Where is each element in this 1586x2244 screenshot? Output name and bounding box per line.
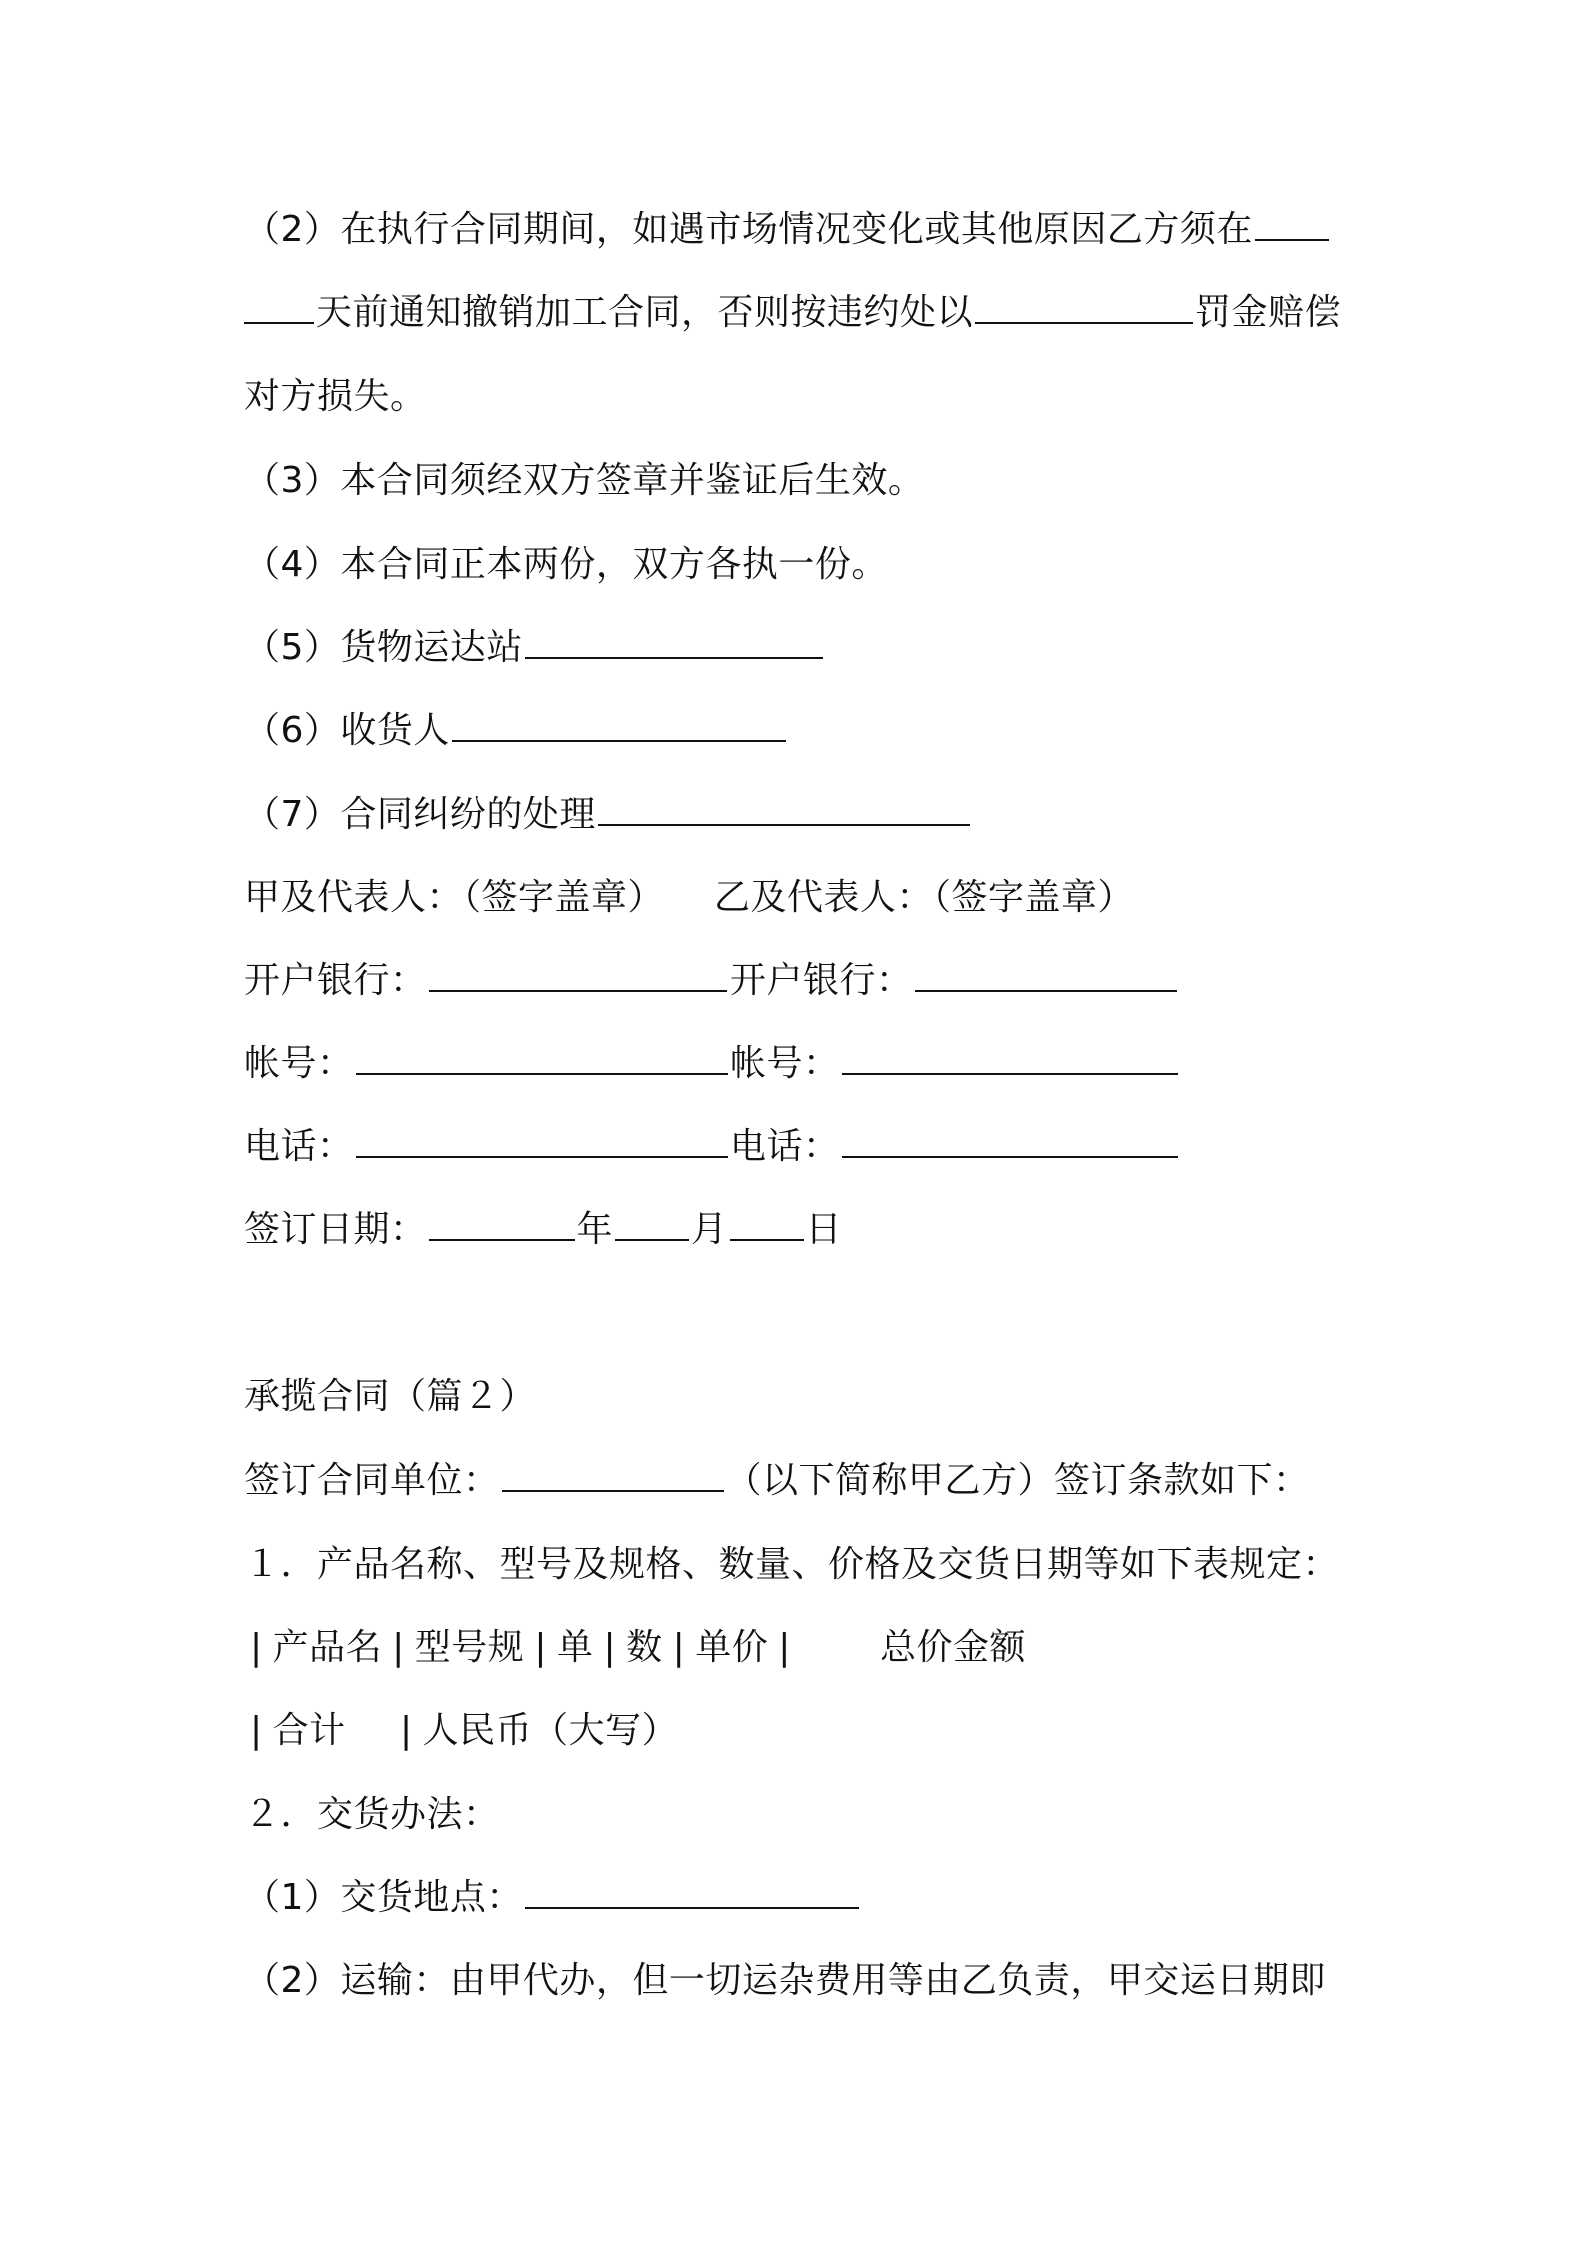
signing-date-label: 签订日期：: [244, 1209, 427, 1250]
clause-6-text: （6）收货人: [244, 710, 450, 751]
clause-5-text: （5）货物运达站: [244, 627, 523, 668]
total-label: 合计: [272, 1710, 346, 1751]
clause-2-line-1: [244, 205, 1364, 255]
party-a-bank-label: 开户银行：: [244, 960, 427, 1001]
party-a-account-blank: [356, 1039, 728, 1075]
signing-date-row: [244, 1205, 1364, 1255]
col-model-spec: 型号规: [414, 1627, 525, 1668]
party-b-phone-label: 电话：: [730, 1126, 840, 1167]
clause-7-text: （7）合同纠纷的处理: [244, 794, 596, 835]
account-row: [244, 1039, 1364, 1089]
clause-4: [244, 540, 1364, 590]
section-2-title: [244, 1372, 1364, 1422]
item-1-text: １．产品名称、型号及规格、数量、价格及交货日期等如下表规定：: [244, 1544, 1340, 1585]
notice-days-blank-b: [244, 288, 314, 324]
year-blank: [429, 1205, 575, 1241]
party-b-phone-blank: [842, 1122, 1178, 1158]
clause-3-text: （3）本合同须经双方签章并鉴证后生效。: [244, 460, 925, 501]
clause-2-text-c: 罚金赔偿: [1195, 292, 1342, 333]
contract-units-row: [244, 1456, 1364, 1506]
phone-row: [244, 1122, 1364, 1172]
bank-row: [244, 956, 1364, 1006]
day-label: 日: [805, 1209, 843, 1250]
month-label: 月: [691, 1209, 728, 1250]
contract-units-blank: [502, 1456, 724, 1492]
clause-2-text-a: （2）在执行合同期间，如遇市场情况变化或其他原因乙方须在: [244, 209, 1253, 250]
table-header-row: | 产品名 | 型号规 | 单 | 数 | 单价 | 总价金额: [244, 1623, 1364, 1673]
col-unit-price: 单价: [695, 1627, 769, 1668]
year-label: 年: [576, 1209, 614, 1250]
item-1: [244, 1540, 1364, 1590]
total-rmb: | 人民币（大写）: [400, 1710, 679, 1751]
item-2-text: ２．交货办法：: [244, 1794, 500, 1835]
party-b-bank: [730, 956, 1179, 1006]
clause-6: [244, 706, 1364, 756]
party-a-phone-label: 电话：: [244, 1126, 354, 1167]
rmb-uppercase-label: 人民币（大写）: [422, 1710, 679, 1751]
item-2-1: [244, 1873, 1364, 1923]
col-quantity: 数: [626, 1627, 663, 1668]
clause-2-line-3: [244, 372, 1364, 422]
month-blank: [615, 1205, 689, 1241]
signature-row: [244, 873, 1364, 923]
party-b-account: [730, 1039, 1180, 1089]
penalty-blank: [975, 288, 1193, 324]
clause-2-text-b: 天前通知撤销加工合同，否则按违约处以: [316, 292, 974, 333]
notice-days-blank-a: [1255, 205, 1329, 241]
clause-4-text: （4）本合同正本两份，双方各执一份。: [244, 544, 888, 585]
clause-2-text-d: 对方损失。: [244, 376, 427, 417]
contract-units-suffix: （以下简称甲乙方）签订条款如下：: [725, 1460, 1310, 1501]
clause-7: [244, 790, 1364, 840]
day-blank: [730, 1205, 804, 1241]
arrival-station-blank: [525, 623, 823, 659]
party-a-account-label: 帐号：: [244, 1043, 354, 1084]
col-product-name: 产品名: [272, 1627, 383, 1668]
party-b-bank-blank: [915, 956, 1177, 992]
clause-3: [244, 456, 1364, 506]
col-total-amount: 总价金额: [880, 1627, 1027, 1668]
party-b-account-blank: [842, 1039, 1178, 1075]
contract-units-label: 签订合同单位：: [244, 1460, 500, 1501]
contract-title: 承揽合同（篇２）: [244, 1376, 537, 1417]
party-b-phone: [730, 1122, 1180, 1172]
delivery-location-blank: [525, 1873, 859, 1909]
party-b-signature-label: 乙及代表人：（签字盖章）: [714, 877, 1135, 918]
clause-5: [244, 623, 1364, 673]
dispute-handling-blank: [598, 790, 970, 826]
party-a-phone-blank: [356, 1122, 728, 1158]
clause-2-line-2: [244, 288, 1364, 338]
col-unit: 单: [556, 1627, 594, 1668]
party-a-signature-label: 甲及代表人：（签字盖章）: [244, 877, 665, 918]
table-total-row: | 合计 | 人民币（大写）: [244, 1706, 1364, 1756]
consignee-blank: [452, 706, 786, 742]
item-2: [244, 1790, 1364, 1840]
party-a-bank-blank: [429, 956, 727, 992]
party-b-bank-label: 开户银行：: [730, 960, 913, 1001]
delivery-location-label: （1）交货地点：: [244, 1877, 523, 1918]
transport-text: （2）运输：由甲代办，但一切运杂费用等由乙负责，甲交运日期即: [244, 1960, 1326, 2001]
party-b-account-label: 帐号：: [730, 1043, 840, 1084]
item-2-2: [244, 1956, 1364, 2006]
